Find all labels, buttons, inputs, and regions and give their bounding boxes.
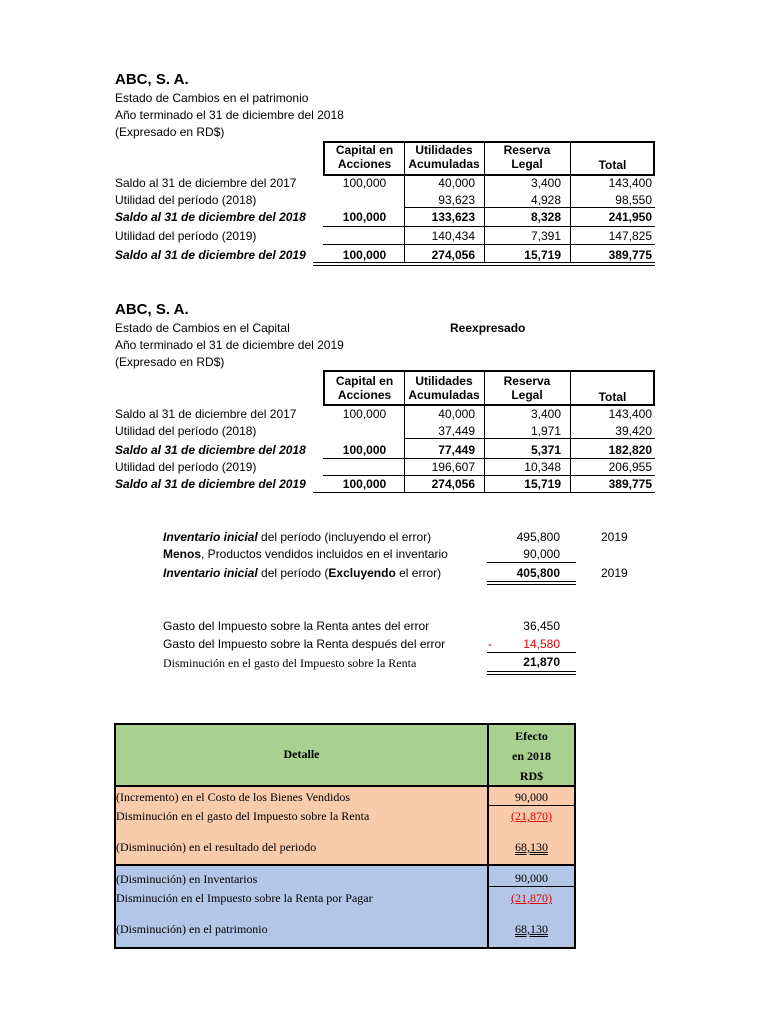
s2-subtitle: Estado de Cambios en el Capital <box>115 321 290 335</box>
inv-row-3: Inventario inicial del período (Excluyendo el error) <box>163 566 442 580</box>
effect-row-label: Disminución en el Impuesto sobre la Renta por Pagar <box>116 891 373 905</box>
effect-row-label: (Disminución) en el patrimonio <box>116 922 268 936</box>
effect-row-label: Disminución en el gasto del Impuesto sobre la Renta <box>116 809 370 823</box>
s2-row-label: Utilidad del período (2019) <box>115 460 257 474</box>
s1-row-label: Saldo al 31 de diciembre del 2019 <box>115 248 306 262</box>
s1-company-title: ABC, S. A. <box>115 71 189 88</box>
s2-restated-tag: Reexpresado <box>450 321 526 335</box>
inv-value-2: 90,000 <box>523 547 560 561</box>
tax-row-2: Gasto del Impuesto sobre la Renta después del error <box>163 637 446 651</box>
s2-h-total: Total <box>598 390 627 404</box>
s1-row-label: Utilidad del período (2018) <box>115 193 257 207</box>
effect-row-value: (21,870) <box>511 891 552 905</box>
s2-h-utilidades: Utilidades Acumuladas <box>408 374 480 402</box>
s1-row-label: Utilidad del período (2019) <box>115 229 257 243</box>
s1-period: Año terminado el 31 de diciembre del 2018 <box>115 108 344 122</box>
inv-year-1: 2019 <box>601 530 628 544</box>
s1-row-label: Saldo al 31 de diciembre del 2017 <box>115 176 297 190</box>
effect-row-value: (21,870) <box>511 809 552 823</box>
effect-row-value: 68,130 <box>515 840 548 854</box>
effect-row-label: (Incremento) en el Costo de los Bienes Vendidos <box>116 790 351 804</box>
effect-h-detail: Detalle <box>283 747 320 761</box>
s2-row-label: Saldo al 31 de diciembre del 2019 <box>115 477 306 491</box>
s1-row-label: Saldo al 31 de diciembre del 2018 <box>115 210 306 224</box>
s2-company-title: ABC, S. A. <box>115 301 189 318</box>
effect-row-value: 68,130 <box>515 922 548 936</box>
s1-h-utilidades: Utilidades Acumuladas <box>408 143 480 171</box>
tax-value-1: 36,450 <box>523 619 560 633</box>
tax-row-3: Disminución en el gasto del Impuesto sobre la Renta <box>163 656 417 670</box>
tax-sign-2: - <box>488 637 492 651</box>
s2-h-capital: Capital en Acciones <box>335 374 394 402</box>
s1-currency: (Expresado en RD$) <box>115 125 225 139</box>
effect-row-value: 90,000 <box>515 790 548 804</box>
tax-row-1: Gasto del Impuesto sobre la Renta antes del error <box>163 619 430 633</box>
inv-row-2: Menos, Productos vendidos incluidos en el inventario <box>163 547 448 561</box>
s1-h-total: Total <box>598 158 627 172</box>
effect-row-label: (Disminución) en Inventarios <box>116 872 258 886</box>
effect-h-efecto: Efecto en 2018 RD$ <box>512 729 551 783</box>
inv-value-3: 405,800 <box>516 566 560 580</box>
s2-h-reserva: Reserva Legal <box>503 374 551 402</box>
inv-row-1: Inventario inicial del período (incluyendo el error) <box>163 530 432 544</box>
s1-subtitle: Estado de Cambios en el patrimonio <box>115 91 309 105</box>
s2-row-label: Saldo al 31 de diciembre del 2018 <box>115 443 306 457</box>
inv-year-3: 2019 <box>601 566 628 580</box>
effect-row-label: (Disminución) en el resultado del periodo <box>116 840 317 854</box>
tax-value-2: 14,580 <box>523 637 560 651</box>
s2-row-label: Saldo al 31 de diciembre del 2017 <box>115 407 297 421</box>
s2-row-label: Utilidad del período (2018) <box>115 424 257 438</box>
inv-value-1: 495,800 <box>516 530 560 544</box>
s2-period: Año terminado el 31 de diciembre del 2019 <box>115 338 344 352</box>
effect-row-value: 90,000 <box>515 871 548 885</box>
s2-currency: (Expresado en RD$) <box>115 355 225 369</box>
s1-h-capital: Capital en Acciones <box>335 143 394 171</box>
s1-h-reserva: Reserva Legal <box>503 143 551 171</box>
tax-value-3: 21,870 <box>523 655 560 669</box>
